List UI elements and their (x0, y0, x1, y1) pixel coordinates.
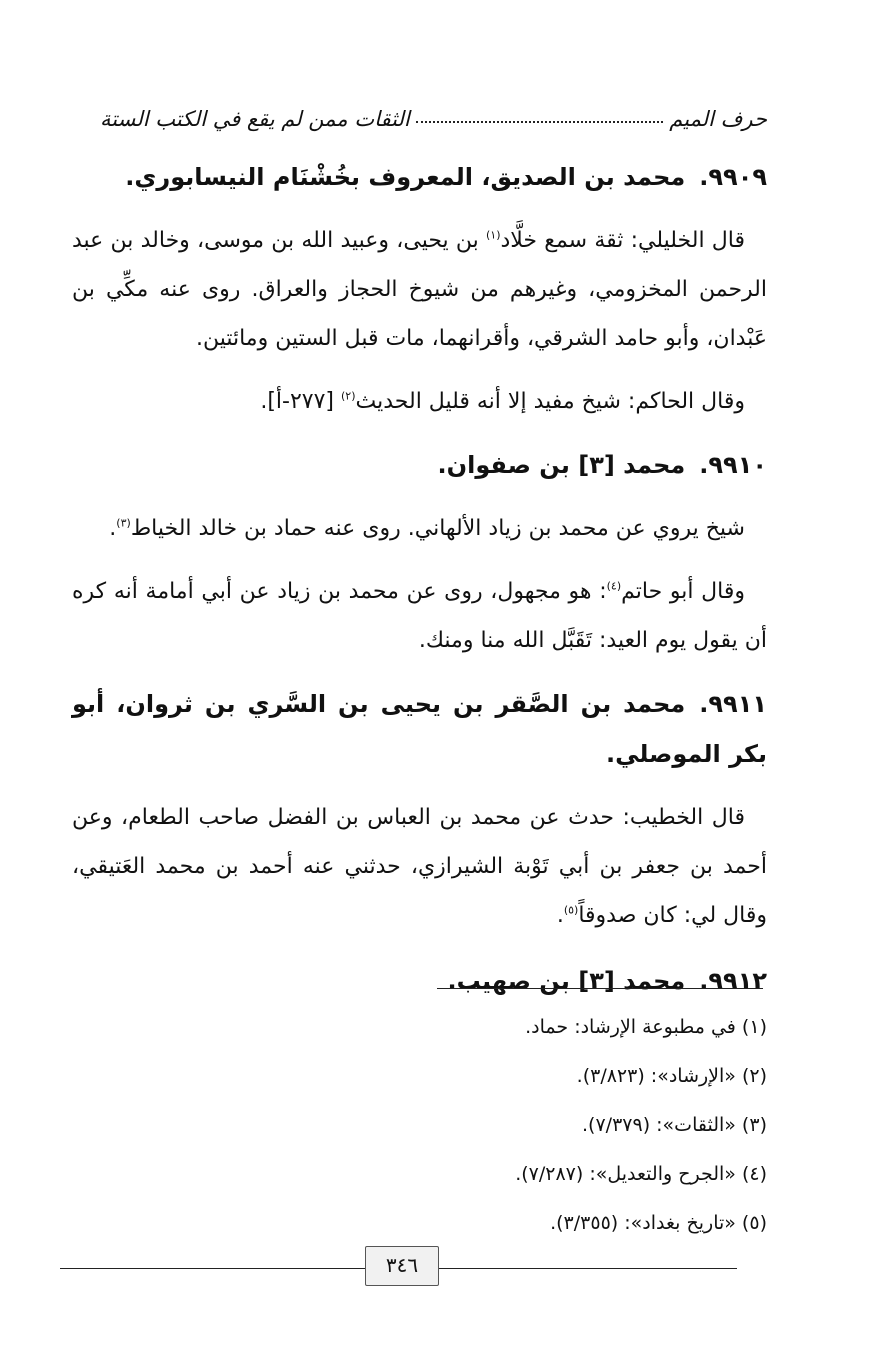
entry-heading-9910 (72, 440, 767, 490)
paragraph-text: : هو مجهول، روى عن محمد بن زياد عن أبي أمامة أنه كره أن يقول يوم العيد: تَقَبَّل الله منا ومنك. (72, 579, 767, 653)
entry-title: محمد بن الصَّقر بن يحيى بن السَّري بن ثروان، أبو بكر الموصلي. (72, 690, 767, 768)
main-text (72, 152, 767, 1020)
entry-heading-9909 (72, 152, 767, 202)
footnote-4: (٤) «الجرح والتعديل»: (٧/٢٨٧). (515, 1163, 767, 1185)
footnote-ref: (١) (485, 228, 501, 242)
paragraph-text: وقال الحاكم: شيخ مفيد إلا أنه قليل الحديث (355, 389, 745, 414)
entry-number: ٩٩١١. (699, 690, 767, 718)
running-header (100, 95, 767, 131)
entry-paragraph (72, 504, 767, 553)
footnote-separator (437, 988, 763, 989)
footnotes (167, 1003, 767, 1248)
entry-paragraph (72, 567, 767, 665)
entry-number: ٩٩١٠. (699, 451, 767, 479)
paragraph-text: وقال أبو حاتم (621, 579, 745, 604)
entry-number: ٩٩١٢. (699, 967, 767, 995)
entry-title: محمد بن الصديق، المعروف بخُشْنَام النيسابوري. (125, 163, 686, 191)
entry-title: محمد [٣] بن صفوان. (437, 451, 686, 479)
footnote-2: (٢) «الإرشاد»: (٣/٨٢٣). (576, 1065, 767, 1087)
page-number: ٣٤٦ (365, 1246, 439, 1286)
entry-paragraph (72, 377, 767, 426)
paragraph-text: . (556, 903, 564, 928)
entry-heading-9911 (72, 679, 767, 779)
footnote-5: (٥) «تاريخ بغداد»: (٣/٣٥٥). (550, 1212, 767, 1234)
paragraph-text: بن يحيى، وعبيد الله بن موسى، وخالد بن عبد الرحمن المخزومي، وغيرهم من شيوخ الحجاز والعراق. روى عنه مكِّي بن عَبْدان، وأبو حامد الشرقي، وأقرانهما، مات قبل الستين ومائتين. (72, 228, 767, 351)
paragraph-text: قال الخليلي: ثقة سمع خلَّاد (500, 228, 745, 253)
entry-heading-9912 (72, 956, 767, 1006)
footnote-ref: (٥) (563, 903, 579, 917)
footer-rule-left (60, 1268, 365, 1269)
paragraph-text: قال الخطيب: حدث عن محمد بن العباس بن الفضل صاحب الطعام، وعن أحمد بن جعفر بن أبي تَوْبة الشيرازي، حدثني عنه أحمد بن محمد العَتيقي، وقال لي: كان صدوقاً (72, 805, 767, 928)
entry-title: محمد [٣] بن صهيب. (447, 967, 686, 995)
entry-paragraph (72, 793, 767, 940)
footer-rule-right (437, 1268, 737, 1269)
footnote-ref: (٤) (606, 579, 622, 593)
entry-paragraph (72, 216, 767, 363)
footnote-ref: (٣) (116, 516, 131, 530)
paragraph-text: [٢٧٧-أ]. (260, 389, 341, 414)
paragraph-text: شيخ يروي عن محمد بن زياد الألهاني. روى عنه حماد بن خالد الخياط (130, 516, 745, 541)
entry-number: ٩٩٠٩. (699, 163, 767, 191)
running-header-chapter: حرف الميم (669, 107, 767, 131)
header-dot-leader (416, 121, 664, 123)
footnote-1: (١) في مطبوعة الإرشاد: حماد. (525, 1016, 767, 1038)
footnote-ref: (٢) (341, 389, 356, 403)
running-header-book-title: الثقات ممن لم يقع في الكتب الستة (100, 107, 410, 131)
footnote-3: (٣) «الثقات»: (٧/٣٧٩). (582, 1114, 767, 1136)
paragraph-text: . (109, 516, 117, 541)
